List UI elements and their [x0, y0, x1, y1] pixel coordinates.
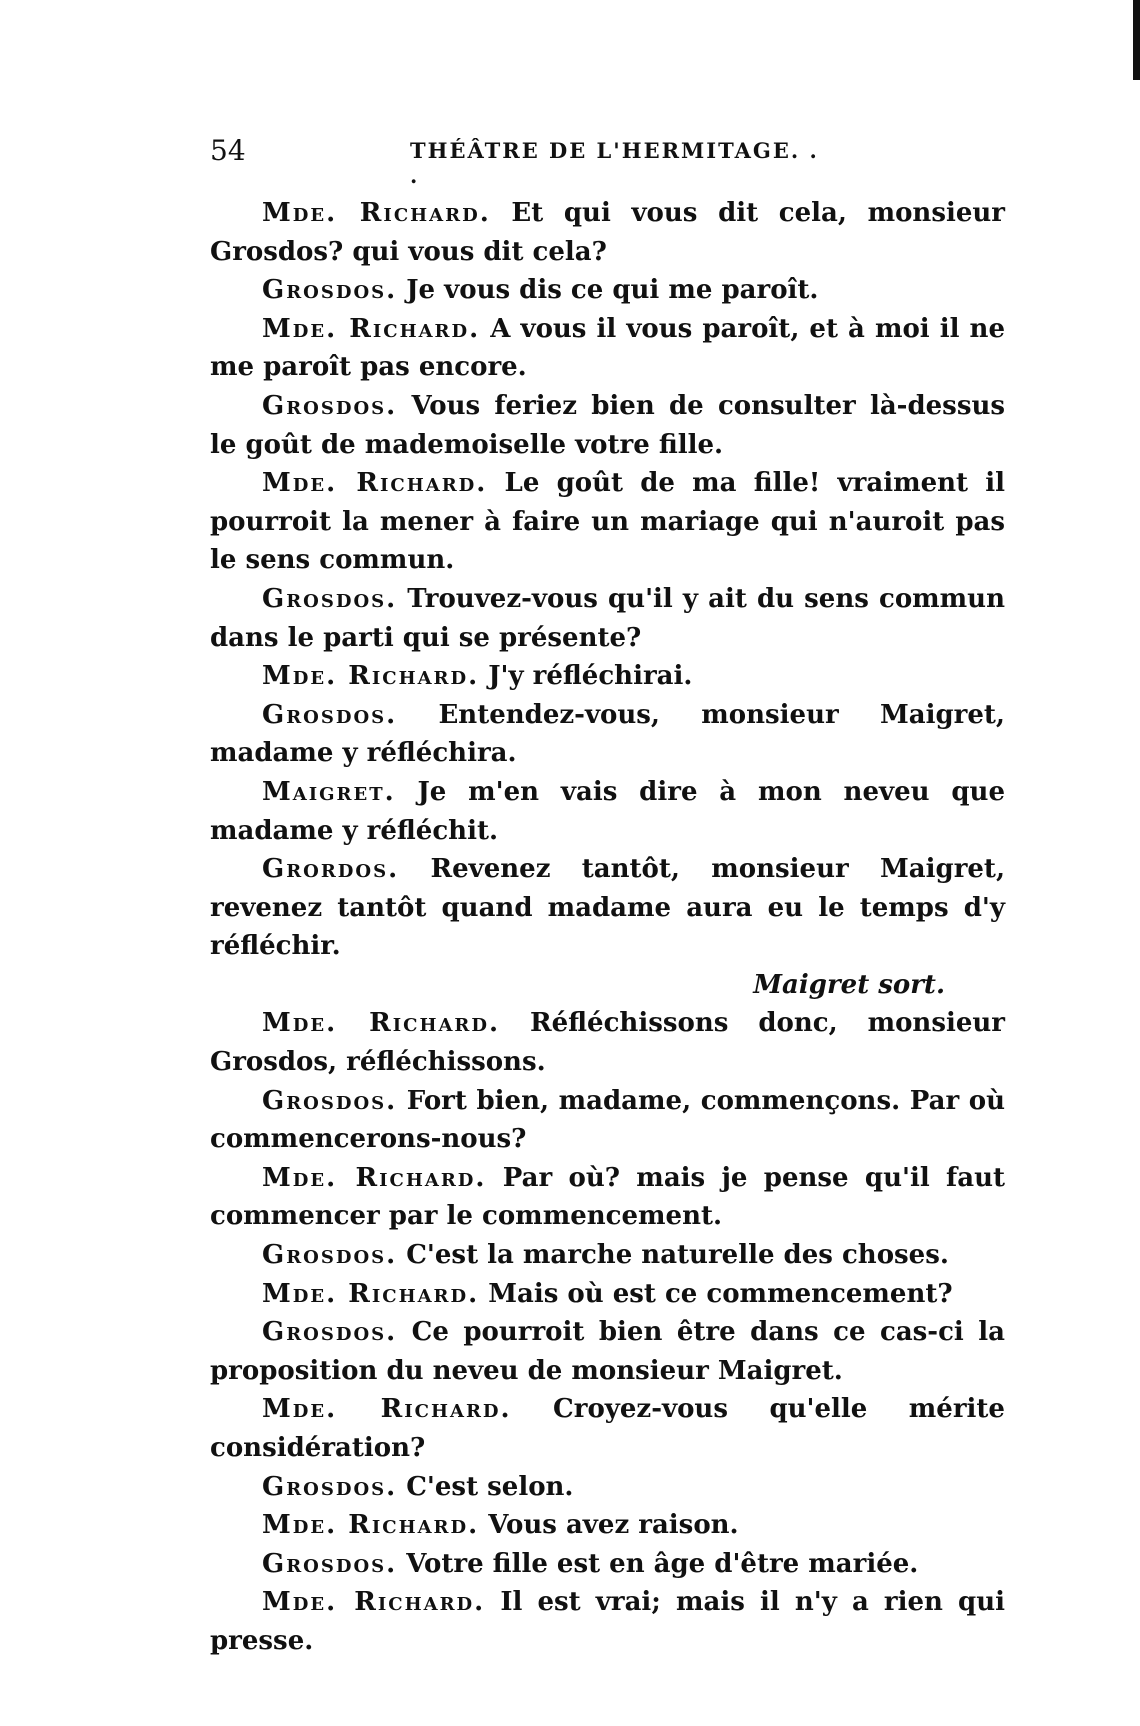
speech-text: Votre fille est en âge d'être mariée.	[397, 1548, 919, 1579]
speech-text: Il est vrai; mais il n'y a rien qui presse.	[210, 1587, 1005, 1656]
speech-text: Entendez-vous, monsieur Maigret, madame y réfléchira.	[210, 699, 1005, 769]
speaker-name: Maigret.	[262, 776, 396, 807]
speaker-name: Mde. Richard.	[262, 1162, 487, 1193]
speech-text: Par où? mais je pense qu'il faut commencer par le commencement.	[210, 1162, 1005, 1232]
speaker-name: Mde. Richard.	[262, 1278, 480, 1309]
speech-text: C'est la marche naturelle des choses.	[397, 1240, 949, 1271]
dialogue-line	[210, 1468, 1005, 1507]
dialogue-line	[210, 1390, 1005, 1467]
speaker-name: Grosdos.	[262, 275, 398, 306]
speaker-name: Grosdos.	[262, 1240, 398, 1271]
dialogue-text	[210, 194, 1005, 1661]
speaker-name: Mde. Richard.	[262, 1008, 501, 1039]
page-edge-mark	[1133, 0, 1140, 80]
dialogue-line	[210, 1313, 1005, 1390]
speech-text: A vous il vous paroît, et à moi il ne me paroît pas encore.	[210, 313, 1005, 383]
speech-text: Et qui vous dit cela, monsieur Grosdos? qui vous dit cela?	[210, 198, 1005, 267]
dialogue-line	[210, 580, 1005, 657]
speaker-name: Mde. Richard.	[262, 313, 481, 344]
dialogue-line	[210, 1159, 1005, 1236]
running-title: THÉÂTRE DE L'HERMITAGE. . .	[410, 138, 819, 188]
dialogue-line	[210, 1004, 1005, 1081]
speech-text: Revenez tantôt, monsieur Maigret, revenez tantôt quand madame aura eu le temps d'y réfléchir.	[210, 854, 1005, 962]
page-number: 54	[210, 134, 246, 167]
dialogue-line	[210, 271, 1005, 310]
page-header	[210, 134, 830, 188]
speaker-name: Grosdos.	[262, 699, 398, 730]
stage-direction: Maigret sort.	[753, 969, 945, 1000]
dialogue-line	[210, 773, 1005, 850]
speech-text: Trouvez-vous qu'il y ait du sens commun dans le parti qui se présente?	[210, 583, 1005, 653]
dialogue-line	[210, 1583, 1005, 1660]
speech-text: Croyez-vous qu'elle mérite considération?	[210, 1394, 1005, 1463]
dialogue-line	[210, 310, 1005, 387]
speaker-name: Grosdos.	[262, 390, 398, 421]
speech-text: Le goût de ma fille! vraiment il pourroit la mener à faire un mariage qui n'auroit pas le sens commun.	[210, 468, 1005, 576]
speech-text: Mais où est ce commencement?	[479, 1278, 953, 1309]
speech-text: Fort bien, madame, commençons. Par où commencerons-nous?	[210, 1085, 1005, 1155]
speech-text: Je m'en vais dire à mon neveu que madame y réfléchit.	[210, 776, 1005, 846]
speaker-name: Grosdos.	[262, 583, 398, 614]
speaker-name: Mde. Richard.	[262, 661, 480, 692]
speaker-name: Mde. Richard.	[262, 1587, 486, 1618]
dialogue-line	[210, 1082, 1005, 1159]
speaker-name: Grosdos.	[262, 1085, 398, 1116]
speech-text: Vous avez raison.	[479, 1510, 739, 1541]
speaker-name: Grordos.	[262, 854, 400, 885]
speech-text: Réfléchissons donc, monsieur Grosdos, réfléchissons.	[210, 1008, 1005, 1078]
speaker-name: Mde. Richard.	[262, 468, 488, 499]
dialogue-line	[210, 850, 1005, 966]
speech-text: C'est selon.	[397, 1471, 574, 1502]
speaker-name: Grosdos.	[262, 1317, 398, 1348]
dialogue-line	[210, 1275, 1005, 1314]
speech-text: Ce pourroit bien être dans ce cas-ci la proposition du neveu de monsieur Maigret.	[210, 1317, 1005, 1386]
dialogue-line	[210, 464, 1005, 580]
speaker-name: Mde. Richard.	[262, 1394, 512, 1425]
speaker-name: Mde. Richard.	[262, 198, 491, 228]
speaker-name: Grosdos.	[262, 1471, 398, 1502]
speech-text: Vous feriez bien de consulter là-dessus le goût de mademoiselle votre fille.	[210, 390, 1005, 460]
dialogue-line	[210, 1236, 1005, 1275]
dialogue-line	[210, 1545, 1005, 1584]
dialogue-line	[210, 657, 1005, 696]
speaker-name: Grosdos.	[262, 1548, 398, 1579]
dialogue-line	[210, 696, 1005, 773]
speech-text: Je vous dis ce qui me paroît.	[397, 275, 819, 306]
speech-text: J'y réfléchirai.	[479, 661, 693, 692]
dialogue-line	[210, 1506, 1005, 1545]
dialogue-line	[210, 194, 1005, 271]
dialogue-line	[210, 387, 1005, 464]
speaker-name: Mde. Richard.	[262, 1510, 480, 1541]
